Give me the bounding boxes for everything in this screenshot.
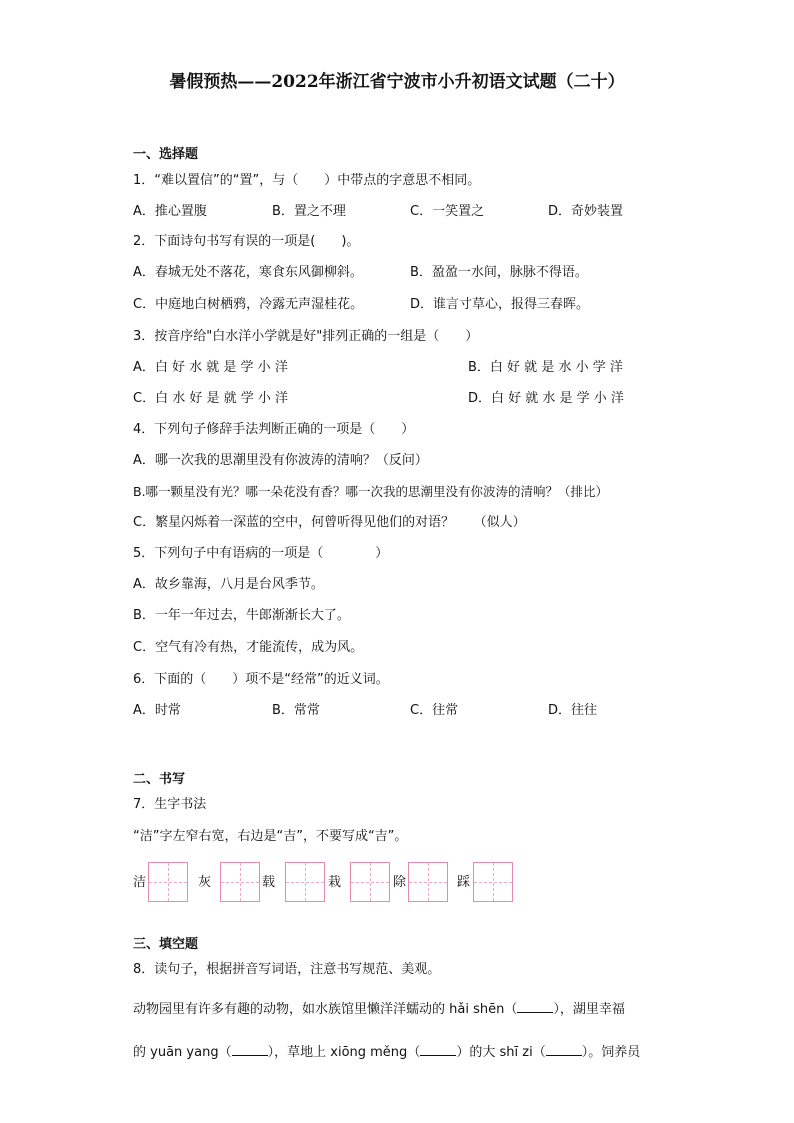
q6-option-a: A．时常 bbox=[133, 703, 181, 718]
tianzige-box-6[interactable] bbox=[473, 862, 513, 902]
q4-option-b: B.哪一颗星没有光？哪一朵花没有香？哪一次我的思潮里没有你波涛的清响？（排比） bbox=[133, 484, 609, 499]
q3-option-d: D．白 好 就 水 是 学 小 洋 bbox=[468, 391, 624, 406]
answer-blank-4[interactable] bbox=[546, 1043, 582, 1056]
answer-blank-3[interactable] bbox=[420, 1043, 456, 1056]
q1-option-d: D．奇妙装置 bbox=[548, 204, 624, 219]
q6-option-c: C．往常 bbox=[410, 703, 459, 718]
q3-option-a: A．白 好 水 就 是 学 小 洋 bbox=[133, 360, 288, 375]
q5-option-a: A．故乡靠海，八月是台风季节。 bbox=[133, 577, 324, 592]
section-heading-fill: 三、填空题 bbox=[133, 937, 199, 952]
q2-option-c: C．中庭地白树栖鸦，冷露无声湿桂花。 bbox=[133, 297, 364, 312]
q3-stem: 3．按音序给"白水洋小学就是好"排列正确的一组是（ ） bbox=[133, 329, 479, 344]
tianzige-box-3[interactable] bbox=[285, 862, 325, 902]
q1-option-b: B．置之不理 bbox=[272, 204, 346, 219]
answer-blank-1[interactable] bbox=[517, 1000, 553, 1013]
q2-option-a: A．春城无处不落花，寒食东风御柳斜。 bbox=[133, 265, 363, 280]
answer-blank-2[interactable] bbox=[232, 1043, 268, 1056]
practice-char-4: 栽 bbox=[328, 875, 342, 890]
q7-stem: 7．生字书法 bbox=[133, 797, 207, 812]
tianzige-box-2[interactable] bbox=[220, 862, 260, 902]
q1-stem: 1．“难以置信”的“置”，与（ ）中带点的字意思不相同。 bbox=[133, 173, 481, 188]
q8-line-2: 的 yuān yang（ ），草地上 xiōng měng（ ）的大 shī zi（ ）。饲养员 bbox=[133, 1045, 641, 1060]
q8-line2-mid2: 的大 bbox=[469, 1045, 496, 1060]
q8-line1-text: 动物园里有许多有趣的动物，如水族馆里懒洋洋蠕动的 bbox=[133, 1002, 446, 1017]
q5-stem: 5．下列句子中有语病的一项是（ ） bbox=[133, 546, 389, 561]
q3-option-c: C．白 水 好 是 就 学 小 洋 bbox=[133, 391, 289, 406]
section-heading-writing: 二、书写 bbox=[133, 772, 186, 787]
section-heading-choice: 一、选择题 bbox=[133, 147, 199, 162]
q1-option-a: A．推心置腹 bbox=[133, 204, 207, 219]
q4-option-a: A．哪一次我的思潮里没有你波涛的清响？（反问） bbox=[133, 453, 428, 468]
practice-char-5: 除 bbox=[393, 875, 407, 890]
q1-option-c: C．一笑置之 bbox=[410, 204, 485, 219]
q6-stem: 6．下面的（ ）项不是“经常”的近义词。 bbox=[133, 672, 389, 687]
q8-line2-tail: 。饲养员 bbox=[588, 1045, 641, 1060]
q2-stem: 2．下面诗句书写有误的一项是( )。 bbox=[133, 234, 360, 249]
q6-option-b: B．常常 bbox=[272, 703, 320, 718]
q2-option-d: D．谁言寸草心，报得三春晖。 bbox=[410, 297, 590, 312]
page-title: 暑假预热——2022年浙江省宁波市小升初语文试题（二十） bbox=[169, 72, 625, 92]
q3-option-b: B．白 好 就 是 水 小 学 洋 bbox=[468, 360, 623, 375]
q6-option-d: D．往往 bbox=[548, 703, 598, 718]
q8-line2-text: 的 bbox=[133, 1045, 147, 1060]
practice-char-6: 踩 bbox=[457, 875, 471, 890]
q4-stem: 4．下列句子修辞手法判断正确的一项是（ ） bbox=[133, 422, 415, 437]
tianzige-box-4[interactable] bbox=[350, 862, 390, 902]
pinyin-haishen: hǎi shēn bbox=[449, 1002, 505, 1017]
practice-char-1: 洁 bbox=[133, 875, 147, 890]
q8-line-1: 动物园里有许多有趣的动物，如水族馆里懒洋洋蠕动的 hǎi shēn（ ），湖里幸福 bbox=[133, 1002, 625, 1017]
q7-note: “洁”字左窄右宽，右边是“吉”，不要写成“吉”。 bbox=[133, 829, 408, 844]
practice-char-2: 灰 bbox=[198, 875, 212, 890]
q5-option-b: B．一年一年过去，牛郎渐渐长大了。 bbox=[133, 608, 350, 623]
practice-char-3: 载 bbox=[262, 875, 276, 890]
pinyin-xiongmeng: xiōng měng bbox=[330, 1045, 408, 1060]
tianzige-box-1[interactable] bbox=[148, 862, 188, 902]
q8-stem: 8．读句子，根据拼音写词语，注意书写规范、美观。 bbox=[133, 962, 441, 977]
q8-line1-tail: ，湖里幸福 bbox=[559, 1002, 625, 1017]
pinyin-yuanyang: yuān yang bbox=[150, 1045, 219, 1060]
q5-option-c: C．空气有冷有热，才能流传，成为风。 bbox=[133, 640, 364, 655]
q2-option-b: B．盈盈一水间，脉脉不得语。 bbox=[410, 265, 588, 280]
q8-line2-mid1: ，草地上 bbox=[274, 1045, 327, 1060]
pinyin-shizi: shī zi bbox=[499, 1045, 533, 1060]
tianzige-box-5[interactable] bbox=[408, 862, 448, 902]
q4-option-c: C．繁星闪烁着一深蓝的空中，何曾听得见他们的对语？ （似人） bbox=[133, 515, 526, 530]
